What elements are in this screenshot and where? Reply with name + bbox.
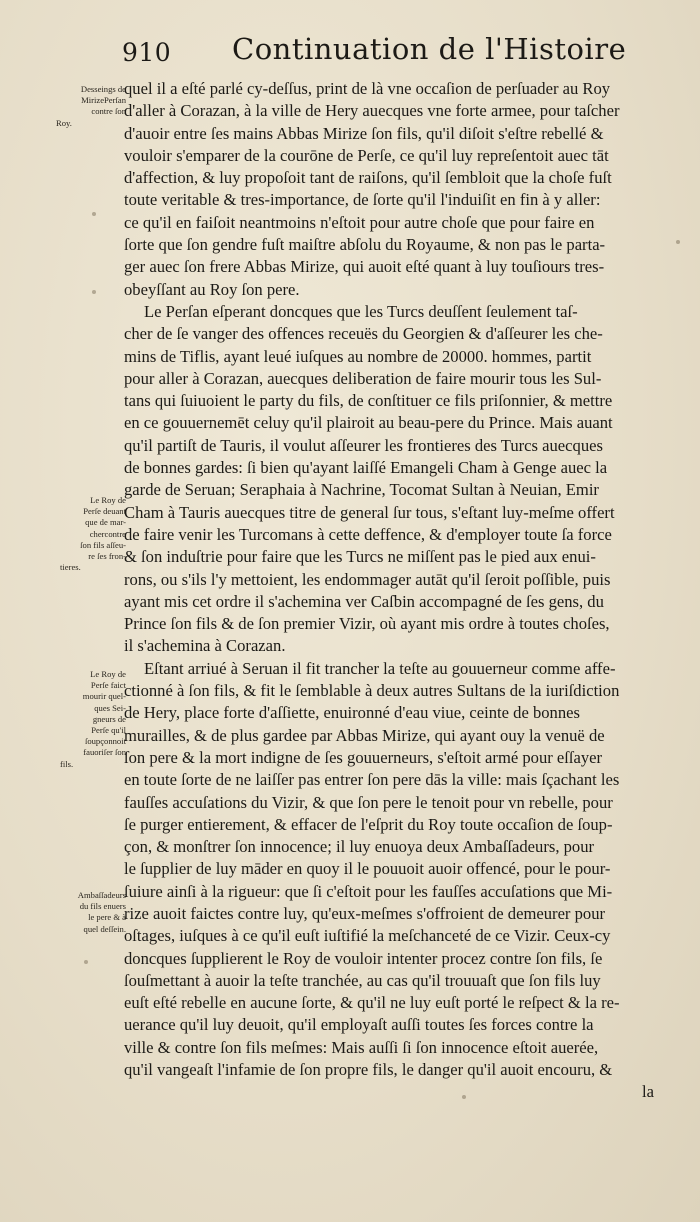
- paper-speck: [676, 240, 680, 244]
- text-line: Cham à Tauris auecques titre de general ſur tous, s'eſtant luy-meſme offert: [124, 502, 615, 522]
- text-line: euſt eſté rebelle en aucune ſorte, & qu'il ne luy euſt porté le reſpect & la re-: [124, 993, 620, 1013]
- text-line: obeyſſant au Roy ſon pere.: [124, 279, 300, 299]
- text-line: fauſſes accuſations du Vizir, & que ſon pere le tenoit pour vn rebelle, pour: [124, 792, 613, 812]
- margin-note-line: du fils enuers: [79, 901, 126, 912]
- margin-note-line: ſon fils aſſeu-: [80, 539, 126, 550]
- text-line: oſtages, iuſques à ce qu'il euſt iuſtifié la meſchanceté de ce Vizir. Ceux-cy: [124, 926, 611, 946]
- text-line: en ce gouuernemēt celuy qu'il plairoit au beau-pere du Prince. Mais auant: [124, 413, 613, 433]
- text-line: en toute ſorte de ne laiſſer pas entrer ſon pere dās la ville: mais ſçachant les: [124, 770, 620, 790]
- margin-note-line: quel deſſein.: [83, 923, 126, 934]
- catchword: la: [642, 1082, 654, 1102]
- margin-note: [56, 669, 126, 770]
- margin-note: [56, 890, 126, 935]
- text-line: d'auoir entre ſes mains Abbas Mirize ſon fils, qu'il diſoit s'eſtre rebellé &: [124, 123, 604, 143]
- text-line: murailles, & de plus gardee par Abbas Mirize, qui ayant ouy la venuë de: [124, 725, 605, 745]
- text-line: de bonnes gardes: ſi bien qu'ayant laiſſé Emangeli Cham à Genge auec la: [124, 458, 608, 478]
- margin-note-line: MirizePerſan: [81, 95, 126, 106]
- text-line: de Hery, place forte d'aſſiette, enuironné d'eau viue, ceinte de bonnes: [124, 703, 580, 723]
- paper-speck: [92, 290, 96, 294]
- text-line: cher de ſe vanger des offences receuës du Georgien & d'aſſeurer les che-: [124, 324, 603, 344]
- paper-speck: [462, 1095, 466, 1099]
- margin-note: [56, 495, 126, 573]
- text-line: il s'achemina à Corazan.: [124, 636, 286, 656]
- margin-note-line: tieres.: [60, 562, 81, 573]
- margin-note-line: Perſe faict: [90, 680, 126, 691]
- paper-speck: [92, 212, 96, 216]
- text-line: ville & contre ſon fils meſmes: Mais auſſi ſi ſon innocence eſtoit auerée,: [124, 1037, 599, 1057]
- margin-note-line: contre ſon: [91, 106, 126, 117]
- body-text: [124, 78, 654, 1104]
- paper-speck: [84, 960, 88, 964]
- running-title: Continuation de l'Histoire: [232, 32, 627, 66]
- text-line: vouloir s'emparer de la courōne de Perſe, ce qu'il luy repreſentoit auec tāt: [124, 145, 609, 165]
- margin-note-line: ſoupçonnoit: [84, 736, 126, 747]
- text-line: quel il a eſté parlé cy-deſſus, print de là vne occaſion de perſuader au Roy: [124, 79, 611, 98]
- text-line: qu'il vangeaſt l'infamie de ſon propre fils, le danger qu'il auoit encouru, &: [124, 1060, 613, 1080]
- text-line: Prince ſon fils & de ſon premier Vizir, où ayant mis ordre à toutes choſes,: [124, 614, 610, 634]
- margin-note-line: fils.: [60, 758, 74, 769]
- margin-note-line: ques Sei-: [94, 702, 126, 713]
- text-line: ger auec ſon frere Abbas Mirize, qui auoit eſté quant à luy touſiours tres-: [124, 257, 605, 277]
- text-line: & ſon induſtrie pour faire que les Turcs ne miſſent pas le pied aux enui-: [124, 547, 596, 567]
- text-line: ctionné à ſon fils, & fit le ſemblable à deux autres Sultans de la iuriſdiction: [124, 681, 620, 701]
- text-line: ſon pere & la mort indigne de ſes gouuerneurs, s'eſtoit armé pour eſſayer: [124, 747, 603, 767]
- text-line: toute veritable & tres-importance, de ſorte qu'il l'induiſit en fin à y aller:: [124, 190, 601, 210]
- text-line: uerance qu'il luy deuoit, qu'il employaſt auſſi toutes ſes forces contre la: [124, 1015, 594, 1035]
- text-line: çon, & monſtrer ſon innocence; il luy enuoya deux Ambaſſadeurs, pour: [124, 837, 595, 857]
- margin-note-line: que de mar-: [85, 517, 126, 528]
- margin-note: [56, 84, 126, 129]
- margin-note-line: chercontre: [89, 528, 126, 539]
- text-line: qu'il partiſt de Tauris, il voulut aſſeurer les frontieres des Turcs auecques: [124, 435, 603, 455]
- margin-note-line: Le Roy de: [90, 495, 126, 505]
- margin-note-line: gneurs de: [92, 713, 126, 724]
- margin-note-line: Perſe qu'il: [91, 725, 126, 736]
- page-number: 910: [122, 38, 172, 67]
- margin-note-line: Le Roy de: [90, 669, 126, 679]
- text-line: d'affection, & luy propoſoit tant de raiſons, qu'il ſembloit que la choſe fuſt: [124, 168, 612, 188]
- text-line: garde de Seruan; Seraphaia à Nachrine, Tocomat Sultan à Neuian, Emir: [124, 480, 599, 500]
- margin-note-line: re ſes fron-: [88, 551, 126, 562]
- margin-note-line: Perſe deuant: [83, 506, 126, 517]
- text-line: ſuiure ainſi à la rigueur: que ſi c'eſtoit pour les fauſſes accuſations que Mi-: [124, 881, 613, 901]
- text-line: mins de Tiflis, ayant leué iuſques au nombre de 20000. hommes, partit: [124, 346, 592, 366]
- margin-note-line: Roy.: [56, 117, 72, 128]
- text-line: ſouſmettant à auoir la teſte tranchée, au cas qu'il trouuaſt que ſon fils luy: [124, 970, 601, 990]
- margin-note-line: Desseings de: [80, 84, 126, 94]
- margin-note-line: Ambaſſadeurs: [77, 890, 126, 900]
- margin-note-line: le pere & à: [88, 912, 126, 923]
- text-line: Le Perſan eſperant doncques que les Turcs deuſſent ſeulement taſ-: [144, 301, 578, 321]
- text-line: ayant mis cet ordre il s'achemina ver Caſbin accompagné de ſes gens, du: [124, 591, 604, 611]
- text-line: ſorte que ſon gendre fuſt maiſtre abſolu du Royaume, & non pas le parta-: [124, 235, 606, 255]
- text-line: tans qui ſuiuoient le party du fils, de conſtituer ce fils priſonnier, & mettre: [124, 391, 613, 411]
- text-line: le ſupplier de luy māder en quoy il le pouuoit auoir offencé, pour le pour-: [124, 859, 611, 879]
- margin-note-line: fauoriſer ſon: [83, 747, 126, 758]
- text-line: rons, ou s'ils l'y mettoient, les endommager autāt qu'il ſeroit poſſible, puis: [124, 569, 611, 589]
- text-line: ce qu'il en faiſoit neantmoins n'eſtoit pour autre choſe que pour faire en: [124, 212, 595, 232]
- text-line: ſe purger entierement, & effacer de l'eſprit du Roy toute occaſion de ſoup-: [124, 814, 613, 834]
- text-line: doncques ſupplierent le Roy de vouloir intenter procez contre ſon fils, ſe: [124, 948, 603, 968]
- text-line: Eſtant arriué à Seruan il fit trancher la teſte au gouuerneur comme affe-: [144, 658, 616, 678]
- text-line: d'aller à Corazan, à la ville de Hery auecques vne forte armee, pour taſcher: [124, 101, 620, 121]
- text-line: pour aller à Corazan, auecques deliberation de faire mourir tous les Sul-: [124, 368, 602, 388]
- text-line: de faire venir les Turcomans à cette deffence, & d'employer toute ſa force: [124, 524, 612, 544]
- margin-note-line: mourir quel-: [82, 691, 126, 702]
- text-line: rize auoit faictes contre luy, qu'eux-meſmes s'offroient de demeurer pour: [124, 903, 606, 923]
